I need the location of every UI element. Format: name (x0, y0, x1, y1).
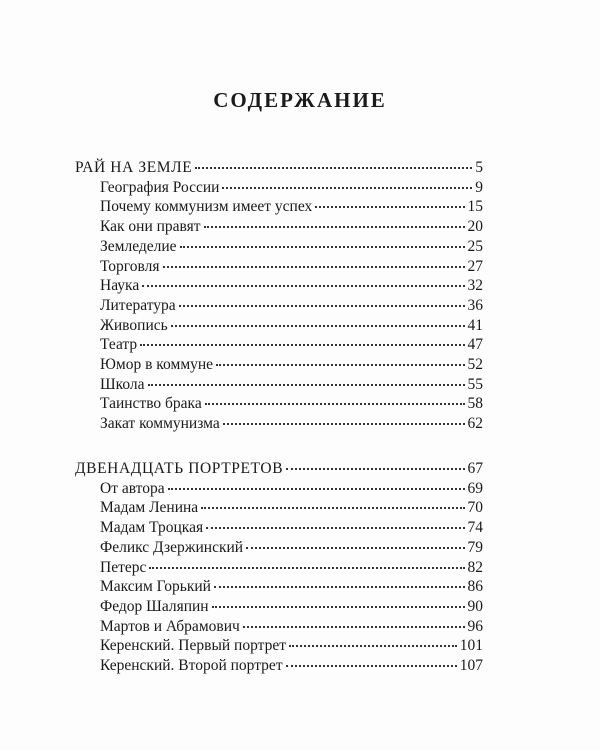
toc-entry-title: Закат коммунизма (100, 415, 220, 433)
toc-entry-title: Мартов и Абрамович (100, 617, 240, 635)
toc-entry-page-number: 62 (467, 415, 483, 433)
dot-leader (243, 615, 465, 628)
toc-entry-title: Как они правят (100, 218, 201, 236)
toc-entry-page-number: 52 (467, 356, 483, 373)
dot-leader (180, 235, 465, 248)
dot-leader (246, 536, 464, 549)
toc-entry-page-number: 27 (467, 257, 483, 275)
toc-entry-page-number: 47 (467, 336, 483, 354)
dot-leader (205, 392, 465, 405)
toc-entry-title: Живопись (100, 316, 168, 334)
toc-entry-page-number: 69 (467, 479, 483, 497)
toc-entry-title: Петерс (100, 558, 147, 576)
dot-leader (201, 496, 464, 509)
toc-entry-title: От автора (100, 479, 165, 497)
toc-section-heading-page-number: 5 (475, 159, 483, 176)
toc-entry-title: Театр (100, 336, 138, 354)
toc-entry-page-number: 74 (467, 519, 483, 537)
dot-leader (195, 156, 472, 169)
dot-leader (216, 353, 464, 366)
toc-entry (100, 414, 483, 434)
dot-leader (214, 575, 465, 588)
toc-entry-title: География России (100, 178, 220, 196)
dot-leader (286, 654, 457, 667)
toc-entry-title: Торговля (100, 257, 160, 275)
dot-leader (179, 294, 465, 307)
toc-entry-page-number: 86 (467, 578, 483, 596)
toc-entry-title: Мадам Ленина (100, 499, 199, 517)
dot-leader (206, 516, 464, 529)
toc-entry-page-number: 20 (467, 218, 483, 236)
dot-leader (315, 195, 464, 208)
toc-entry-page-number: 96 (467, 617, 483, 635)
toc-entry-page-number: 55 (467, 375, 483, 393)
toc-entry-page-number: 15 (467, 198, 483, 216)
toc-section-heading-title: РАЙ НА ЗЕМЛЕ (75, 159, 193, 176)
toc-entry-page-number: 58 (467, 395, 483, 413)
toc-entry-page-number: 82 (467, 558, 483, 576)
toc-entry-title: Феликс Дзержинский (100, 538, 244, 556)
dot-leader (140, 333, 464, 346)
toc-entry-page-number: 41 (467, 316, 483, 334)
toc-entry-title: Почему коммунизм имеет успех (100, 198, 313, 216)
toc-entry-title: Максим Горький (100, 578, 211, 596)
toc-entry-page-number: 90 (467, 597, 483, 615)
dot-leader (222, 176, 472, 189)
toc-entry-title: Таинство брака (100, 395, 202, 413)
toc-entry-title: Мадам Троцкая (100, 519, 204, 537)
toc-entry-page-number: 107 (459, 657, 483, 674)
toc-entry-title: Федор Шаляпин (100, 597, 209, 615)
dot-leader (148, 373, 465, 386)
dot-leader (212, 595, 465, 608)
toc-entry (100, 656, 483, 676)
toc-entry-page-number: 36 (467, 296, 483, 314)
toc-section-heading-page-number: 67 (467, 460, 483, 477)
page-title: СОДЕРЖАНИЕ (213, 88, 387, 112)
toc-entry-page-number: 32 (467, 277, 483, 295)
toc-entry-title: Литература (100, 296, 176, 314)
dot-leader (149, 556, 464, 569)
dot-leader (142, 274, 464, 287)
dot-leader (204, 215, 465, 228)
toc-entry-title: Земледелие (100, 237, 177, 255)
toc-entry-title: Школа (100, 375, 145, 393)
dot-leader (289, 634, 457, 647)
toc-entry-page-number: 9 (475, 178, 483, 196)
dot-leader (223, 412, 465, 425)
dot-leader (286, 457, 464, 470)
toc-entry-title: Юмор в коммуне (100, 356, 214, 373)
toc-entry-title: Керенский. Второй портрет (100, 657, 283, 674)
toc-section-heading-title: ДВЕНАДЦАТЬ ПОРТРЕТОВ (75, 460, 284, 477)
toc-entry-title: Наука (100, 277, 140, 295)
toc-entry-page-number: 25 (467, 237, 483, 255)
toc-entry-page-number: 101 (459, 637, 483, 655)
toc-entry-title: Керенский. Первый портрет (100, 637, 286, 655)
dot-leader (171, 314, 465, 327)
toc-entry-page-number: 70 (467, 499, 483, 517)
toc-entry-page-number: 79 (467, 538, 483, 556)
dot-leader (163, 255, 465, 268)
dot-leader (168, 477, 465, 490)
